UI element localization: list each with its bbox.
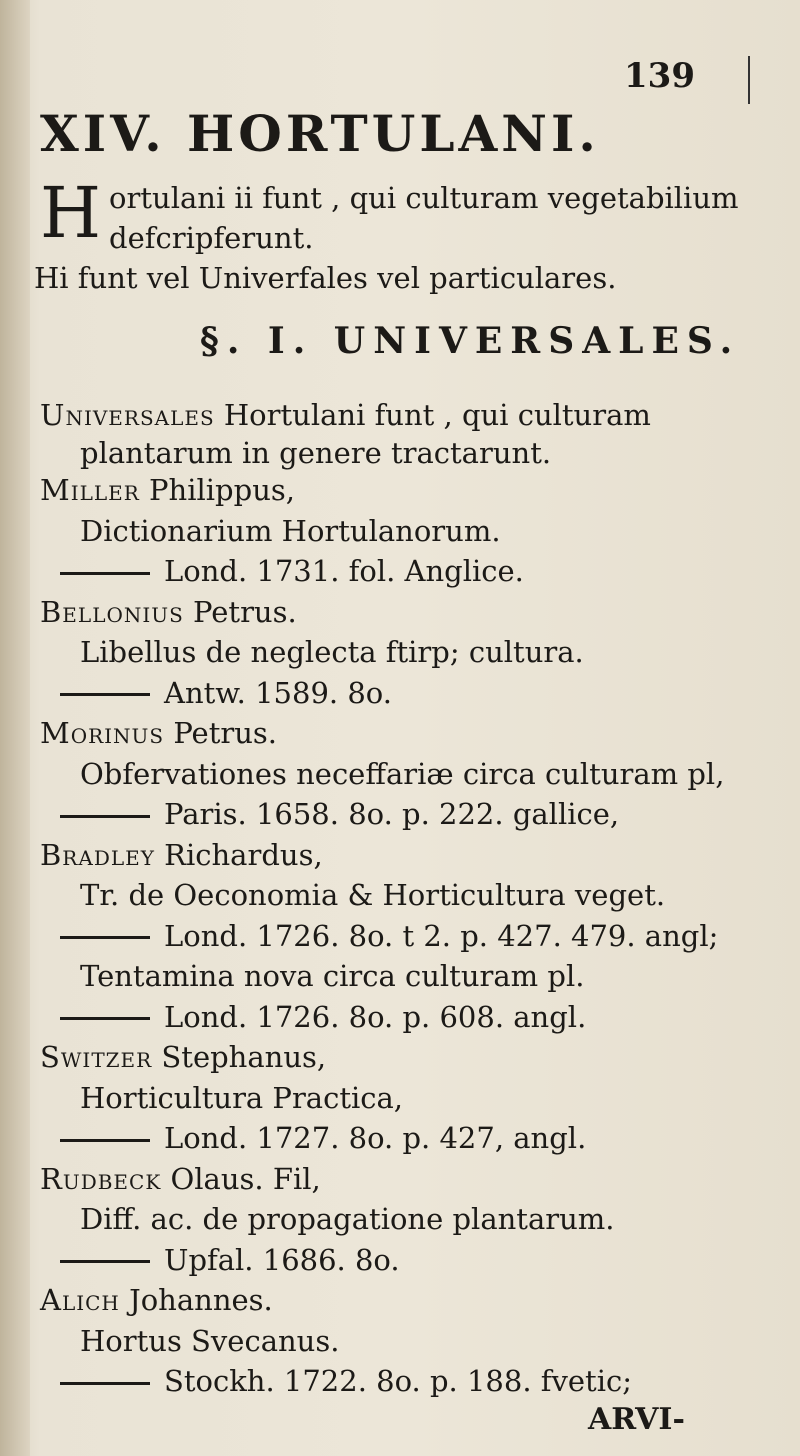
margin-rule — [748, 56, 750, 104]
ditto-dash — [60, 572, 150, 575]
entry-author — [40, 470, 780, 511]
entry-imprint — [40, 551, 780, 592]
entry-imprint — [40, 997, 780, 1038]
intro-line: ortulani ii funt , qui culturam vegetabilium — [109, 181, 739, 215]
imprint-text: Lond. 1731. fol. Anglice. — [164, 554, 524, 588]
drop-cap: H — [40, 172, 102, 254]
bibliography-entry — [40, 713, 780, 835]
intro-line: defcripferunt. — [109, 221, 314, 255]
imprint-text: Antw. 1589. 8o. — [164, 675, 392, 710]
author-surname: Rudbeck — [40, 1161, 162, 1196]
intro-paragraph — [34, 172, 760, 298]
entry-title: Obfervationes neceffariæ circa culturam pl, — [80, 756, 725, 791]
ditto-dash — [60, 1139, 150, 1142]
bibliography-entry — [40, 1159, 780, 1281]
ditto-dash — [60, 1017, 150, 1020]
author-surname: Alich — [40, 1283, 120, 1317]
author-forename: Richardus, — [154, 837, 323, 872]
chapter-heading: XIV. HORTULANI. — [40, 104, 600, 163]
author-forename: Olaus. Fil, — [161, 1161, 321, 1196]
entry-author — [40, 835, 780, 876]
entry-author — [40, 1037, 780, 1078]
imprint-text: Stockh. 1722. 8o. p. 188. fvetic; — [164, 1364, 632, 1398]
section-lead: Universales — [40, 398, 215, 432]
author-surname: Miller — [40, 473, 140, 507]
author-surname: Morinus — [40, 716, 165, 750]
entry-imprint — [40, 673, 780, 714]
imprint-text: Upfal. 1686. 8o. — [164, 1242, 400, 1277]
ditto-dash — [60, 1382, 150, 1385]
bibliography-entry — [40, 470, 780, 592]
section-line: Hortulani funt , qui culturam — [214, 398, 651, 432]
author-surname: Bradley — [40, 837, 155, 872]
bibliography-entry — [40, 592, 780, 714]
imprint-text: Paris. 1658. 8o. p. 222. gallice, — [164, 797, 620, 831]
entry-author — [40, 1159, 780, 1200]
bibliography-entry — [40, 1280, 780, 1402]
entry-author — [40, 592, 780, 633]
author-forename: Philippus, — [139, 473, 295, 507]
bibliography-entry — [40, 1037, 780, 1159]
imprint-text: Lond. 1727. 8o. p. 427, angl. — [164, 1121, 587, 1155]
entry-title: Diff. ac. de propagatione plantarum. — [80, 1202, 615, 1236]
ditto-dash — [60, 815, 150, 818]
intro-line: Hi funt vel Univerfales vel particulares. — [34, 261, 617, 295]
entry-author — [40, 1280, 780, 1321]
page-number: 139 — [624, 56, 695, 96]
entry-imprint — [40, 1118, 780, 1159]
ditto-dash — [60, 1260, 150, 1263]
bibliography-list — [40, 470, 780, 1402]
entry-title: Tr. de Oeconomia & Horticultura veget. — [80, 878, 666, 912]
entry-title: Horticultura Practica, — [80, 1080, 404, 1115]
ditto-dash — [60, 936, 150, 939]
bibliography-entry — [40, 835, 780, 1038]
entry-title: Tentamina nova circa culturam pl. — [80, 959, 585, 993]
entry-author — [40, 713, 780, 754]
section-heading: §. I. UNIVERSALES. — [200, 320, 741, 362]
author-forename: Johannes. — [119, 1283, 273, 1317]
entry-title: Dictionarium Hortulanorum. — [80, 513, 501, 548]
ditto-dash — [60, 693, 150, 696]
entry-imprint — [40, 916, 780, 957]
author-forename: Petrus. — [164, 716, 277, 750]
author-surname: Switzer — [40, 1040, 153, 1074]
imprint-text: Lond. 1726. 8o. t 2. p. 427. 479. angl; — [164, 918, 719, 953]
page-gutter — [0, 0, 30, 1456]
catchword: ARVI- — [588, 1402, 685, 1437]
section-line: plantarum in genere tractarunt. — [80, 436, 552, 470]
author-surname: Bellonius — [40, 594, 184, 629]
entry-title: Hortus Svecanus. — [80, 1323, 340, 1358]
imprint-text: Lond. 1726. 8o. p. 608. angl. — [164, 999, 587, 1034]
entry-imprint — [40, 1361, 780, 1402]
entry-imprint — [40, 794, 780, 835]
author-forename: Petrus. — [183, 594, 297, 629]
author-forename: Stephanus, — [152, 1040, 327, 1074]
entry-title: Libellus de neglecta ftirp; cultura. — [80, 635, 584, 669]
entry-imprint — [40, 1240, 780, 1281]
section-intro — [40, 396, 780, 472]
